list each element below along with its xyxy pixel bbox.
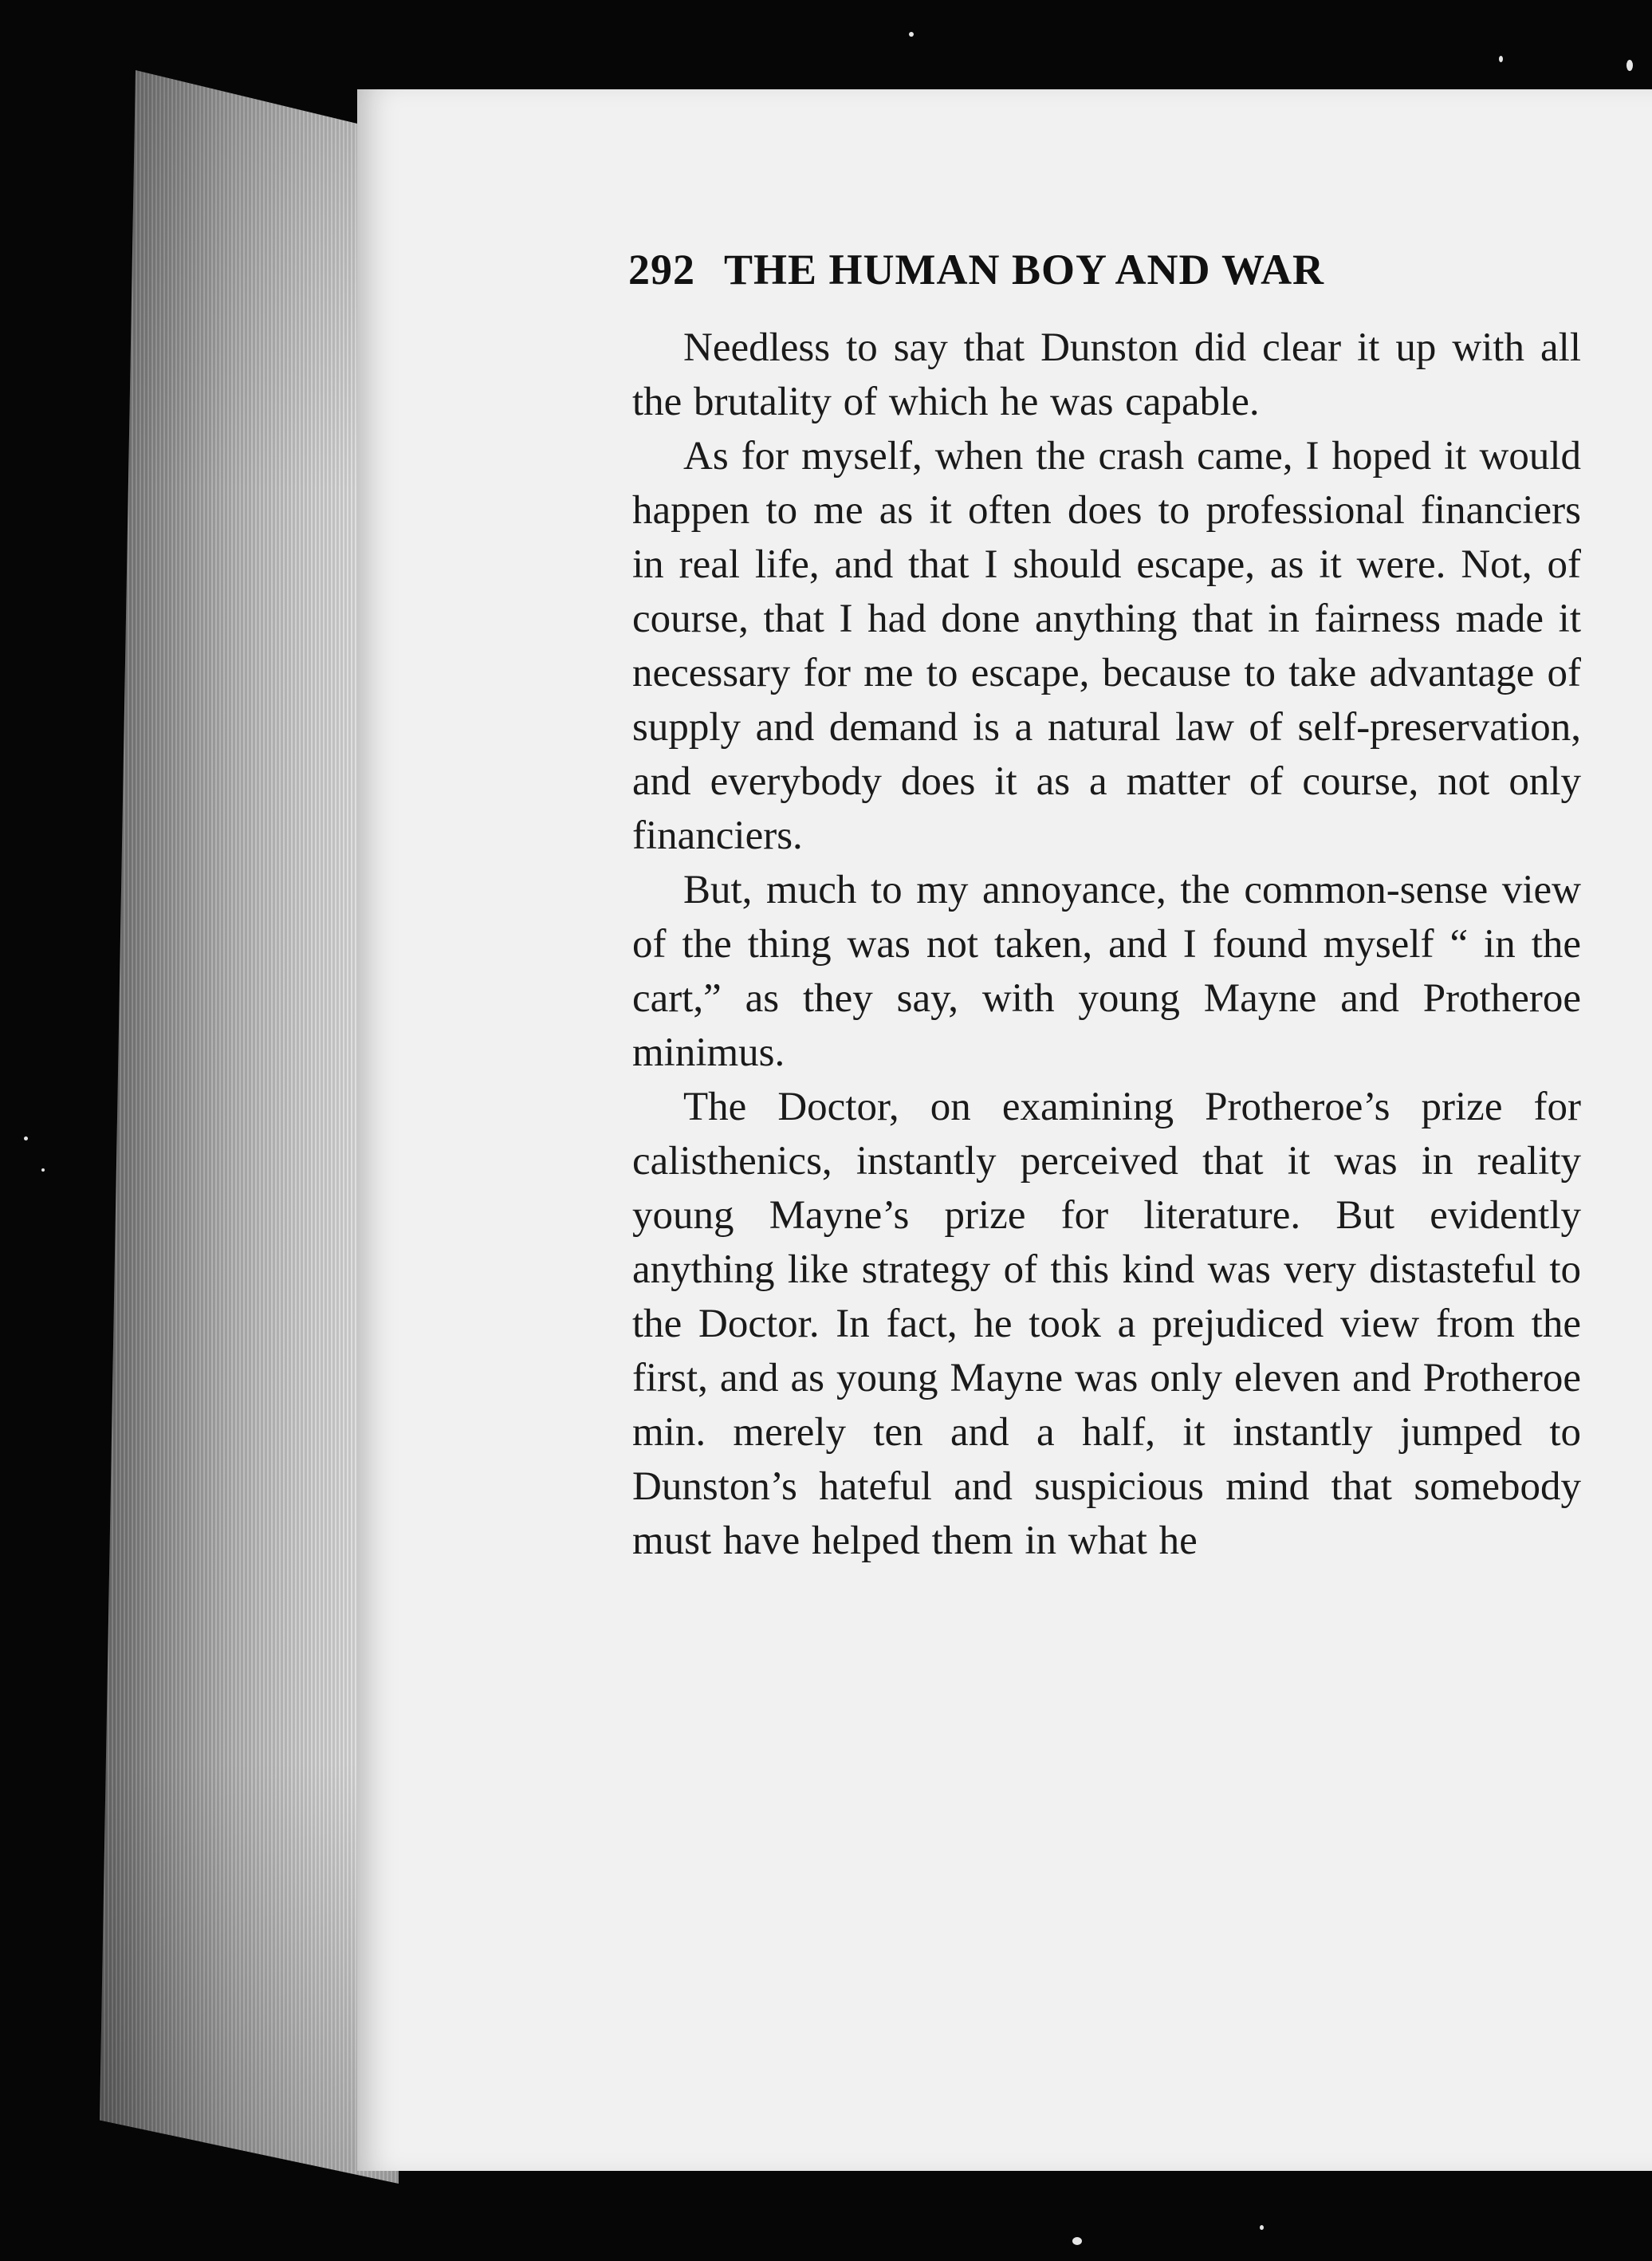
printed-page xyxy=(357,89,1652,2171)
running-title: THE HUMAN BOY AND WAR xyxy=(724,246,1325,293)
book-page-edges xyxy=(100,70,399,2184)
dust-speck xyxy=(1072,2237,1082,2245)
paragraph: The Doctor, on examining Protheroe’s prize for calisthenics, instantly perceived that it was in reality young Mayne’s prize for literature. But evidently anything like strategy of this kind was very distasteful to the Doctor. In fact, he took a prejudiced view from the first, and as young Mayne was only eleven and Protheroe min. merely ten and a half, it instantly jumped to Dunston’s hateful and suspicious mind that somebody must have helped them in what he xyxy=(632,1085,1581,1563)
dust-speck xyxy=(1626,60,1633,71)
dust-speck xyxy=(41,1168,45,1172)
body-text xyxy=(632,321,1581,1568)
paragraph: Needless to say that Dunston did clear it up with all the brutality of which he was capable. xyxy=(632,325,1581,424)
dust-speck xyxy=(1260,2225,1264,2230)
paragraph: But, much to my annoyance, the common-sense view of the thing was not taken, and I found myself “ in the cart,” as they say, with young Mayne and Protheroe minimus. xyxy=(632,868,1581,1075)
page-number: 292 xyxy=(628,246,695,293)
dust-speck xyxy=(1499,56,1503,62)
dust-speck xyxy=(24,1136,28,1140)
running-header xyxy=(628,245,1652,294)
edge-shading xyxy=(100,70,399,2184)
dust-speck xyxy=(909,32,914,37)
paragraph: As for myself, when the crash came, I hoped it would happen to me as it often does to professional financiers in real life, and that I should escape, as it were. Not, of course, that I had done anything that in fairness made it necessary for me to escape, because to take advantage of supply and demand is a natural law of self-preservation, and everybody does it as a matter of course, not only financiers. xyxy=(632,434,1581,858)
